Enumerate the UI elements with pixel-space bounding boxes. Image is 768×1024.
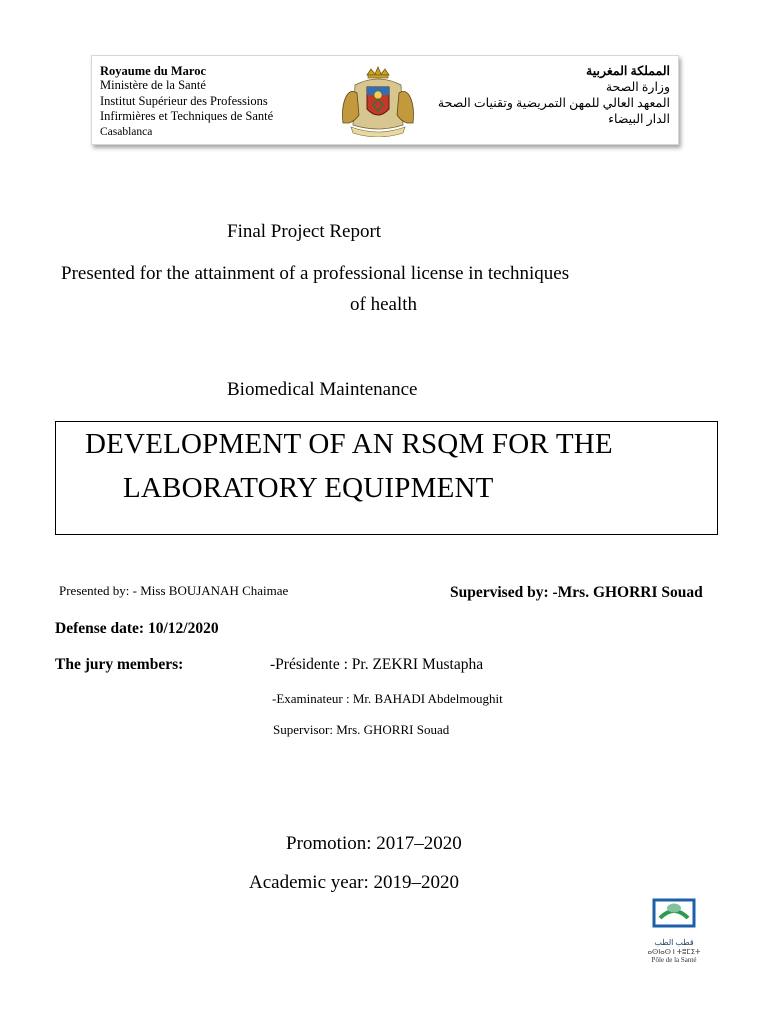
fr-institute-line1: Institut Supérieur des Professions — [100, 94, 268, 108]
promotion: Promotion: 2017–2020 — [286, 833, 462, 854]
report-title-box — [55, 421, 718, 535]
health-pole-logo — [646, 896, 702, 964]
jury-member-president: -Présidente : Pr. ZEKRI Mustapha — [270, 656, 484, 673]
supervised-by: Supervised by: -Mrs. GHORRI Souad — [450, 584, 703, 601]
academic-year: Academic year: 2019–2020 — [249, 872, 459, 893]
ar-city: الدار البيضاء — [608, 112, 670, 126]
presented-by: Presented by: - Miss BOUJANAH Chaimae — [59, 583, 289, 598]
moroccan-coat-of-arms-emblem — [337, 65, 419, 137]
report-purpose-line1: Presented for the attainment of a professional license in techniques — [61, 263, 570, 284]
logo-text-fr: Pôle de la Santé — [651, 956, 697, 964]
logo-text-tifinagh: ⴰⵙⵏⴰⵙ ⵏ ⵜⵓⵎⵉⵜ — [647, 948, 701, 956]
jury-member-supervisor: Supervisor: Mrs. GHORRI Souad — [273, 722, 450, 737]
ar-kingdom: المملكة المغربية — [586, 64, 670, 78]
fr-ministry: Ministère de la Santé — [100, 78, 206, 92]
institution-header — [91, 55, 679, 145]
ar-institute: المعهد العالي للمهن التمريضية وتقنيات الصحة — [437, 96, 670, 110]
jury-member-examiner: -Examinateur : Mr. BAHADI Abdelmoughit — [272, 691, 503, 706]
fr-kingdom: Royaume du Maroc — [100, 64, 207, 78]
fr-city: Casablanca — [100, 126, 153, 138]
report-purpose-line2: of health — [350, 294, 418, 315]
logo-text-ar: قطب الطب — [654, 938, 694, 947]
fr-institute-line2: Infirmières et Techniques de Santé — [100, 109, 274, 123]
report-field: Biomedical Maintenance — [227, 379, 418, 400]
report-title-line2: LABORATORY EQUIPMENT — [123, 472, 494, 504]
jury-label: The jury members: — [55, 656, 184, 673]
defense-date: Defense date: 10/12/2020 — [55, 620, 219, 637]
report-type: Final Project Report — [227, 221, 382, 242]
ar-ministry: وزارة الصحة — [605, 80, 670, 94]
health-pole-logo-icon — [646, 896, 702, 940]
report-title-line1: DEVELOPMENT OF AN RSQM FOR THE — [85, 428, 613, 460]
